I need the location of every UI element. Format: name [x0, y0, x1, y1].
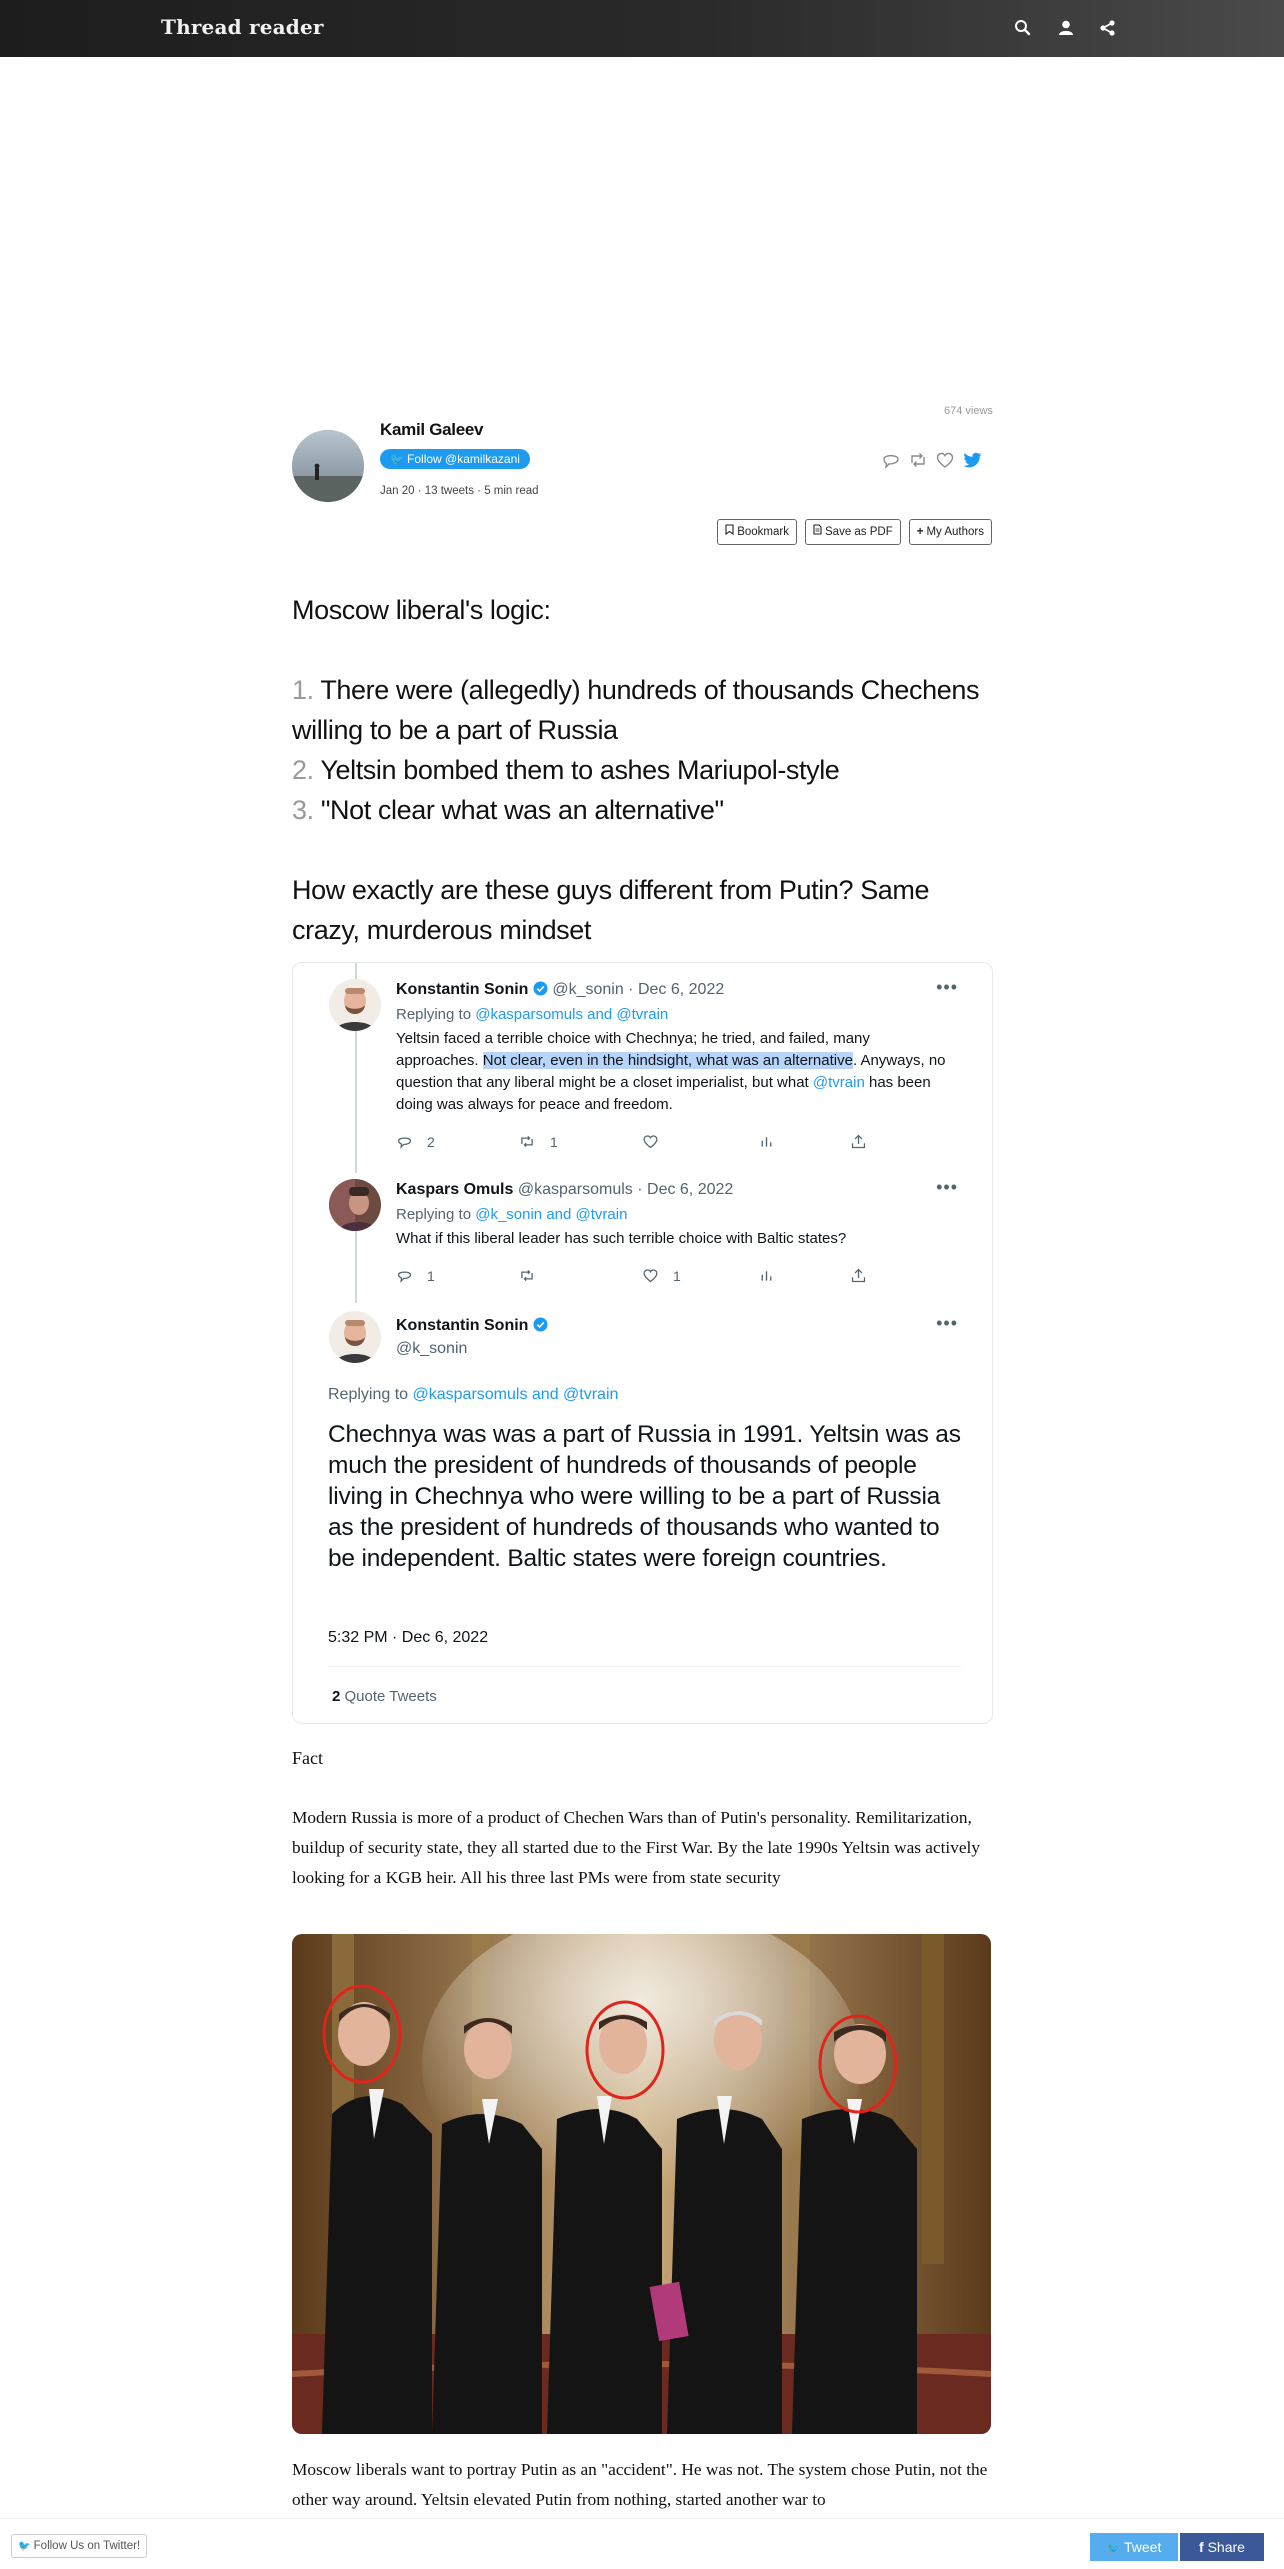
- verified-icon: [533, 981, 548, 998]
- tweet-4: Moscow liberals want to portray Putin as an "accident". He was not. The system chose Putin, not the other way around. Yeltsin elevated Putin from nothing, started another war to: [292, 2460, 988, 2509]
- embedded-tweet-screenshot[interactable]: [292, 962, 993, 1724]
- author-avatar[interactable]: [292, 430, 364, 502]
- follow-us-label: Follow Us on Twitter!: [33, 2540, 141, 2552]
- my-authors-button[interactable]: [909, 519, 992, 545]
- group-photo[interactable]: [292, 1934, 991, 2434]
- like-icon[interactable]: [934, 449, 956, 471]
- tweet-handle: @k_sonin: [396, 1340, 468, 1357]
- share-label: Share: [1207, 2539, 1245, 2555]
- author-name[interactable]: Kamil Galeev: [380, 420, 484, 439]
- search-icon[interactable]: [1012, 17, 1034, 39]
- tweet-header: [396, 1181, 733, 1199]
- reply-line: [396, 1004, 668, 1026]
- twitter-bird-icon: 🐦: [18, 2541, 31, 2552]
- reply-mentions[interactable]: @kasparsomuls and @tvrain: [475, 1006, 669, 1023]
- tweet-handle: @k_sonin · Dec 6, 2022: [552, 981, 725, 998]
- analytics-action[interactable]: [758, 1133, 850, 1150]
- list-number: 3.: [292, 795, 314, 825]
- twitter-bird-icon: 🐦: [1106, 2543, 1121, 2555]
- reply-mentions[interactable]: @k_sonin and @tvrain: [475, 1206, 628, 1223]
- user-icon[interactable]: [1055, 17, 1077, 39]
- more-icon[interactable]: •••: [936, 977, 958, 997]
- like-count: 1: [673, 1267, 681, 1284]
- tweet-body: [396, 1028, 956, 1116]
- twitter-bird-icon: 🐦: [390, 454, 404, 466]
- list-number: 1.: [292, 675, 314, 705]
- reply-line: [396, 1204, 627, 1226]
- reply-action[interactable]: [396, 1133, 518, 1150]
- bookmark-button[interactable]: [717, 519, 797, 545]
- tweet-header: [396, 981, 724, 999]
- tweet-header: [396, 1317, 548, 1335]
- like-action[interactable]: [642, 1133, 758, 1150]
- mention-link[interactable]: @tvrain: [812, 1074, 865, 1091]
- reply-count: 1: [427, 1267, 435, 1284]
- analytics-icon: [758, 1267, 775, 1284]
- divider: [328, 1666, 962, 1667]
- pdf-icon: [813, 520, 822, 544]
- list-text: There were (allegedly) hundreds of thousands Chechens willing to be a part of Russia: [292, 675, 980, 745]
- list-number: 2.: [292, 755, 314, 785]
- quote-label: Quote Tweets: [340, 1688, 437, 1705]
- twitter-icon[interactable]: [961, 449, 983, 471]
- tweet-1-title: Moscow liberal's logic:: [292, 595, 551, 625]
- tweet-body-large: Chechnya was was a part of Russia in 1991. Yeltsin was as much the president of hundreds of thousands of people living in Chechnya who were willing to be a part of Russia as the president of hundreds of thousands who wanted to be independent. Baltic states were foreign countries.: [328, 1421, 961, 1572]
- more-icon[interactable]: •••: [936, 1177, 958, 1197]
- thread-line: [355, 1223, 357, 1303]
- highlighted-text: Not clear, even in the hindsight, what was an alternative: [482, 1052, 853, 1069]
- tweet-action-row: [396, 1133, 936, 1150]
- bottom-bar: [0, 2518, 1284, 2569]
- reply-mentions[interactable]: @kasparsomuls and @tvrain: [412, 1386, 619, 1403]
- tweet-timestamp[interactable]: 5:32 PM · Dec 6, 2022: [328, 1629, 489, 1646]
- brand-logo[interactable]: Thread reader: [161, 15, 324, 39]
- tweet-text: . Anyways, no question that any liberal might be a closet imperialist, but what: [396, 1052, 946, 1091]
- reply-line: [328, 1384, 618, 1406]
- share-icon[interactable]: [1097, 17, 1119, 39]
- tweet-label: Tweet: [1123, 2539, 1162, 2555]
- analytics-icon: [758, 1133, 775, 1150]
- list-text: Yeltsin bombed them to ashes Mariupol-style: [320, 755, 840, 785]
- upload-icon: [850, 1133, 867, 1150]
- retweet-action[interactable]: [518, 1267, 642, 1284]
- quote-count: 2: [332, 1688, 341, 1705]
- sonin-avatar: [329, 1311, 381, 1363]
- follow-button[interactable]: [380, 449, 530, 469]
- bookmark-label: Bookmark: [737, 526, 789, 538]
- retweet-icon[interactable]: [907, 449, 929, 471]
- analytics-action[interactable]: [758, 1267, 850, 1284]
- facebook-icon: f: [1199, 2539, 1204, 2555]
- tweet-2: Fact: [292, 1748, 323, 1768]
- like-action[interactable]: [642, 1267, 758, 1284]
- plus-icon: +: [916, 526, 924, 538]
- like-icon: [642, 1133, 659, 1150]
- reply-prefix: Replying to: [396, 1206, 476, 1223]
- tweet-actions: [880, 449, 983, 471]
- list-item: [292, 670, 992, 750]
- reply-icon: [396, 1267, 413, 1284]
- omuls-avatar: [329, 1179, 381, 1231]
- save-pdf-button[interactable]: [805, 519, 901, 545]
- tweet-author-name: Konstantin Sonin: [396, 981, 529, 998]
- save-pdf-label: Save as PDF: [825, 526, 893, 538]
- top-navbar: [0, 0, 1284, 57]
- list-item: [292, 750, 992, 790]
- my-authors-label: My Authors: [926, 526, 984, 538]
- list-item: [292, 790, 992, 830]
- ad-space: [0, 57, 1284, 387]
- retweet-action[interactable]: [518, 1133, 642, 1150]
- facebook-share-button[interactable]: [1180, 2533, 1264, 2561]
- tweet-3: Modern Russia is more of a product of Chechen Wars than of Putin's personality. Remilitarization, buildup of security state, they all started due to the First War. By the late 1990s Yeltsin was actively looking for a KGB heir. All his three last PMs were from state security: [292, 1808, 980, 1887]
- tweet-button[interactable]: [1090, 2533, 1178, 2561]
- tweet-author-name: Kaspars Omuls: [396, 1181, 514, 1198]
- sonin-avatar: [329, 979, 381, 1031]
- share-action[interactable]: [850, 1267, 867, 1284]
- verified-icon: [533, 1317, 548, 1334]
- reply-prefix: Replying to: [328, 1386, 413, 1403]
- tweet-text: has been doing was always for peace and freedom.: [396, 1074, 931, 1113]
- list-text: "Not clear what was an alternative": [320, 795, 724, 825]
- view-count: 674 views: [944, 405, 993, 417]
- retweet-count: 1: [550, 1133, 558, 1150]
- like-icon: [642, 1267, 659, 1284]
- share-action[interactable]: [850, 1133, 867, 1150]
- tweet-author-name: Konstantin Sonin: [396, 1317, 529, 1334]
- reply-prefix: Replying to: [396, 1006, 476, 1023]
- more-icon[interactable]: •••: [936, 1313, 958, 1333]
- bookmark-icon: [725, 520, 734, 544]
- tweet-body: What if this liberal leader has such terrible choice with Baltic states?: [396, 1230, 847, 1247]
- tweet-1-question: How exactly are these guys different from Putin? Same crazy, murderous mindset: [292, 875, 930, 945]
- tweet-handle: @kasparsomuls · Dec 6, 2022: [517, 1181, 734, 1198]
- follow-us-button[interactable]: [11, 2534, 147, 2558]
- tweet-text: Yeltsin faced a terrible choice with Chechnya; he tried, and failed, many approaches.: [396, 1030, 870, 1069]
- reply-icon: [396, 1133, 413, 1150]
- follow-label: Follow @kamilkazani: [407, 452, 520, 466]
- tweet-1: [292, 590, 992, 950]
- quote-tweets-link[interactable]: [332, 1686, 437, 1708]
- reply-icon[interactable]: [880, 449, 902, 471]
- retweet-icon: [518, 1133, 536, 1150]
- reply-action[interactable]: [396, 1267, 518, 1284]
- tweet-action-row: [396, 1267, 936, 1284]
- upload-icon: [850, 1267, 867, 1284]
- reply-count: 2: [427, 1133, 435, 1150]
- thread-toolbar: [717, 519, 992, 545]
- thread-meta: Jan 20 · 13 tweets · 5 min read: [380, 485, 539, 497]
- retweet-icon: [518, 1267, 536, 1284]
